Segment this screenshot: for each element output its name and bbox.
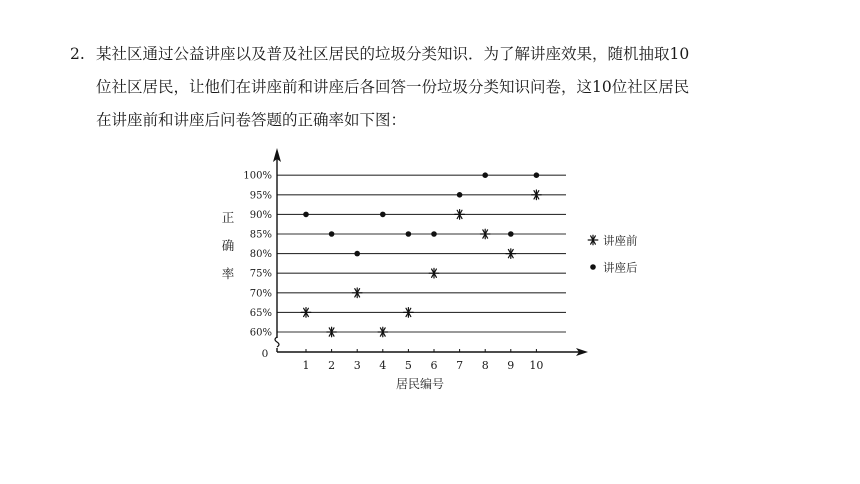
- x-tick-label: 6: [430, 359, 438, 372]
- problem-number: 2.: [70, 45, 85, 63]
- x-tick-label: 9: [507, 359, 515, 372]
- x-axis-title: 居民编号: [395, 377, 445, 391]
- point-after-lecture: [534, 172, 540, 178]
- y-axis-title-char: 确: [221, 238, 235, 253]
- point-after-lecture: [380, 212, 386, 218]
- point-after-lecture: [508, 231, 514, 237]
- problem-line-3: 在讲座前和讲座后问卷答题的正确率如下图：: [96, 111, 407, 129]
- point-after-lecture: [482, 172, 488, 178]
- point-after-lecture: [457, 192, 463, 198]
- x-tick-label: 1: [302, 359, 310, 372]
- y-axis-title-char: 率: [221, 266, 235, 281]
- point-before-lecture: [455, 210, 465, 220]
- point-before-lecture: [378, 327, 388, 337]
- x-tick-label: 5: [404, 359, 412, 372]
- x-tick-label: 10: [529, 359, 544, 372]
- point-before-lecture: [352, 288, 362, 298]
- point-after-lecture: [354, 251, 360, 257]
- y-tick-label: 70%: [249, 288, 272, 300]
- y-tick-label: 65%: [249, 307, 272, 319]
- y-tick-label: 75%: [249, 268, 272, 280]
- x-tick-label: 4: [379, 359, 387, 372]
- problem-line-2: 位社区居民，让他们在讲座前和讲座后各回答一份垃圾分类知识问卷，这10位社区居民: [96, 78, 690, 96]
- y-tick-label: 80%: [249, 249, 272, 261]
- point-before-lecture: [532, 190, 542, 200]
- x-tick-label: 2: [328, 359, 336, 372]
- point-after-lecture: [303, 212, 309, 218]
- x-tick-label: 3: [353, 359, 361, 372]
- point-after-lecture: [329, 231, 335, 237]
- point-after-lecture: [431, 231, 437, 237]
- y-tick-label: 95%: [249, 190, 272, 202]
- y-tick-label: 60%: [249, 327, 272, 339]
- legend-label-after: 讲座后: [603, 260, 638, 275]
- y-tick-label: 85%: [249, 229, 272, 241]
- y-tick-label: 90%: [249, 209, 272, 221]
- origin-label: 0: [261, 348, 269, 360]
- point-before-lecture: [301, 308, 311, 318]
- point-after-lecture: [406, 231, 412, 237]
- problem-line-1: 某社区通过公益讲座以及普及社区居民的垃圾分类知识．为了解讲座效果，随机抽取10: [96, 45, 690, 63]
- point-before-lecture: [327, 327, 337, 337]
- x-tick-label: 8: [481, 359, 489, 372]
- point-before-lecture: [404, 308, 414, 318]
- legend-marker-after: [590, 264, 596, 270]
- x-tick-label: 7: [456, 359, 464, 372]
- point-before-lecture: [480, 229, 490, 239]
- y-tick-label: 100%: [243, 170, 272, 182]
- legend-marker-before: [588, 235, 598, 245]
- point-before-lecture: [429, 268, 439, 278]
- legend-label-before: 讲座前: [603, 233, 638, 248]
- point-before-lecture: [506, 249, 516, 259]
- y-axis-title-char: 正: [221, 210, 235, 225]
